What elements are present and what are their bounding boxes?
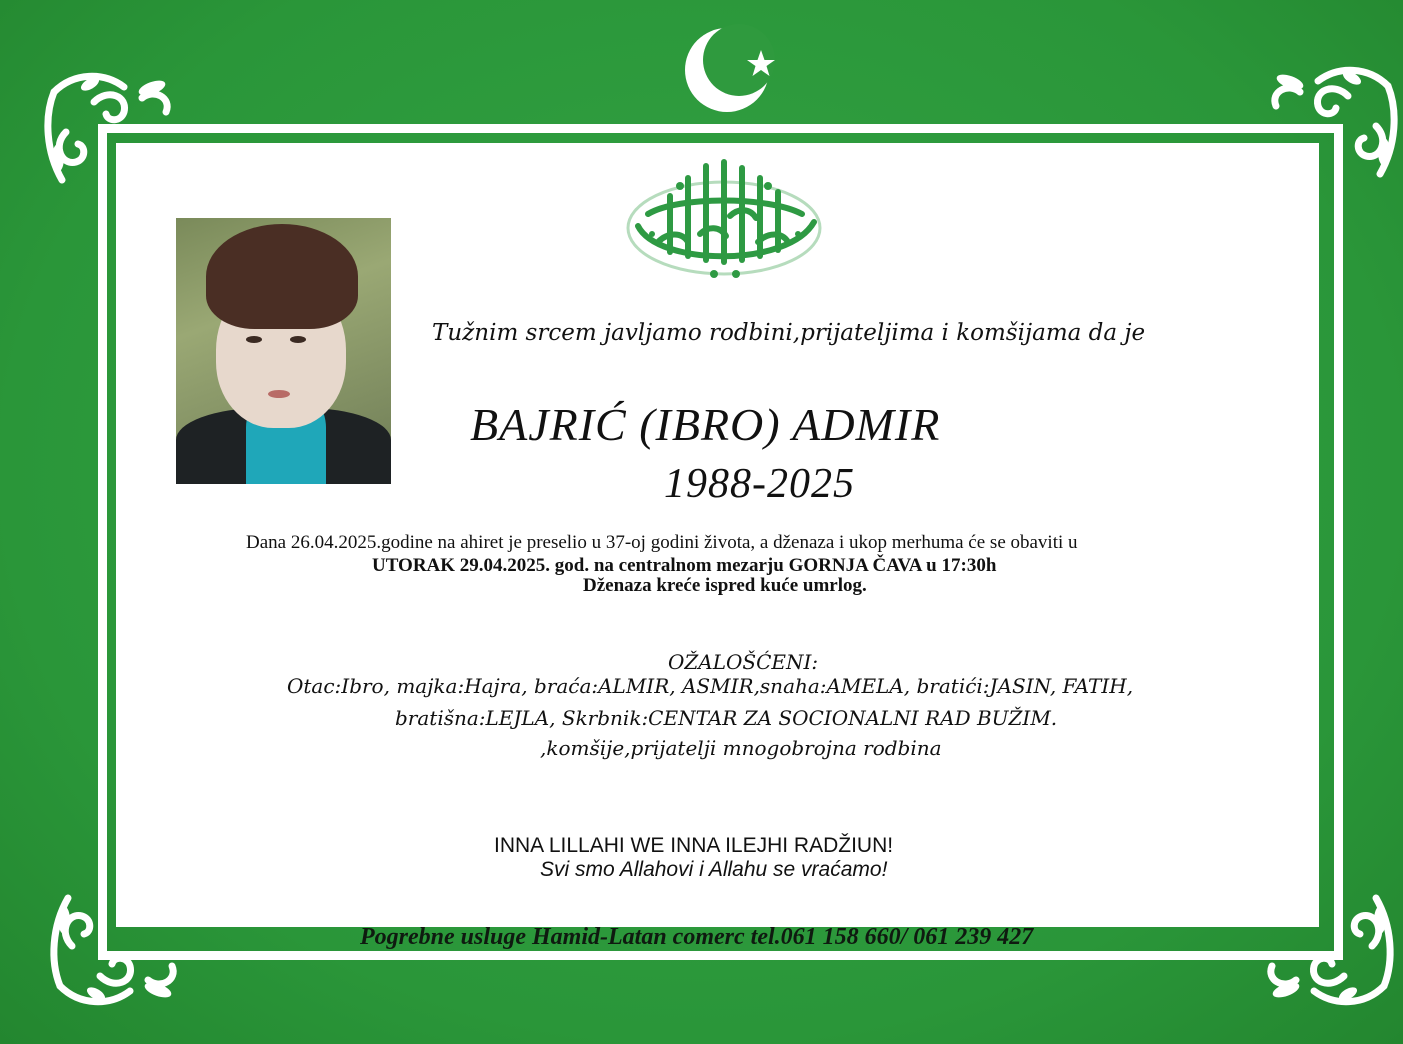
funeral-service-footer: Pogrebne usluge Hamid-Latan comerc tel.061 158 660/ 061 239 427 bbox=[360, 924, 1034, 950]
life-years: 1988-2025 bbox=[664, 461, 855, 507]
arabic-calligraphy-emblem-icon bbox=[618, 156, 830, 286]
prayer-line-1: INNA LILLAHI WE INNA ILEJHI RADŽIUN! bbox=[494, 834, 894, 857]
funeral-info-line-2: UTORAK 29.04.2025. god. na centralnom mezarju GORNJA ČAVA u 17:30h bbox=[372, 555, 997, 576]
prayer-line-2: Svi smo Allahovi i Allahu se vraćamo! bbox=[540, 858, 888, 881]
mourners-heading: OŽALOŠĆENI: bbox=[668, 650, 819, 674]
deceased-portrait-photo bbox=[176, 218, 391, 484]
mourners-line-2: bratišna:LEJLA, Skrbnik:CENTAR ZA SOCIONALNI RAD BUŽIM. bbox=[395, 706, 1058, 730]
deceased-name: BAJRIĆ (IBRO) ADMIR bbox=[470, 399, 941, 450]
funeral-info-line-1: Dana 26.04.2025.godine na ahiret je preselio u 37-oj godini života, a dženaza i ukop merhuma će se obaviti u bbox=[246, 532, 1078, 553]
mourners-line-3: ,komšije,prijatelji mnogobrojna rodbina bbox=[540, 736, 942, 760]
mourners-line-1: Otac:Ibro, majka:Hajra, braća:ALMIR, ASMIR,snaha:AMELA, bratići:JASIN, FATIH, bbox=[287, 674, 1134, 698]
crescent-star-icon bbox=[683, 20, 779, 116]
funeral-info-line-3: Dženaza kreće ispred kuće umrlog. bbox=[583, 575, 867, 596]
intro-text: Tužnim srcem javljamo rodbini,prijateljima i komšijama da je bbox=[432, 320, 1146, 346]
